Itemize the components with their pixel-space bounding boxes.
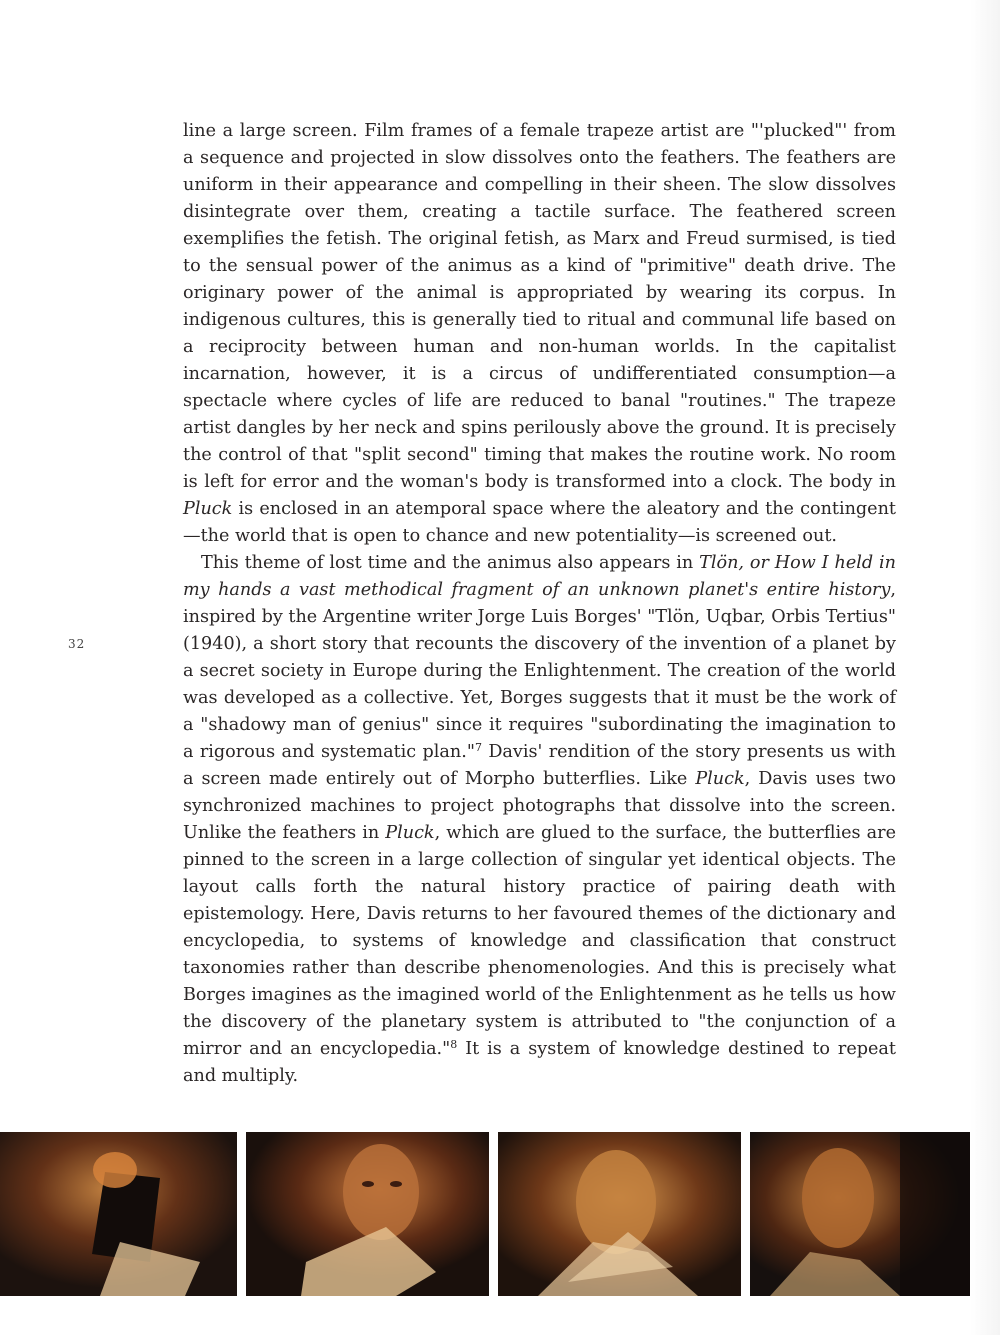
film-frame-2 xyxy=(246,1132,489,1296)
film-still-strip xyxy=(0,1132,970,1296)
film-frame-3 xyxy=(498,1132,741,1296)
text-run: line a large screen. Film frames of a female trapeze artist are "'plucked"' from a sequence and projected in slow dissolves onto the feathers. The feathers are uniform in their appearance and compelling in their sheen. The slow dissolves disintegrate over them, creating a tactile surface. The feathered screen exemplifies the fetish. The original fetish, as Marx and Freud surmised, is tied to the sensual power of the animus as a kind of "primitive" death drive. The originary power of the animal is appropriated by wearing its corpus. In indigenous cultures, this is generally tied to ritual and communal life based on a reciprocity between human and non-human worlds. In the capitalist incarnation, however, it is a circus of undifferentiated consumption—a spectacle where cycles of life are reduced to banal "routines." The trapeze artist dangles by her neck and spins perilously above the ground. It is precisely the control of that "split second" timing that makes the routine work. No room is left for error and the woman's body is transformed into a clock. The body in xyxy=(183,121,896,492)
body-text xyxy=(183,118,896,1090)
text-run: , which are glued to the surface, the butterflies are pinned to the screen in a large collection of singular yet identical objects. The layout calls forth the natural history practice of pairing death with epistemology. Here, Davis returns to her favoured themes of the dictionary and encyclopedia, to systems of knowledge and classification that construct taxonomies rather than describe phenomenologies. And this is precisely what Borges imagines as the imagined world of the Enlightenment as he tells us how the discovery of the planetary system is attributed to "the conjunction of a mirror and an encyclopedia." xyxy=(183,823,896,1059)
text-run: Davis' rendition of the story presents us with a screen made entirely out of Morpho butterflies. Like xyxy=(183,742,897,789)
film-frame-4 xyxy=(750,1132,970,1296)
film-frame-3-image xyxy=(498,1132,741,1296)
italic-title: Pluck xyxy=(695,769,745,789)
film-frame-4-image xyxy=(750,1132,970,1296)
text-run: is enclosed in an atemporal space where the aleatory and the contingent—the world that is open to chance and new potentiality—is screened out. xyxy=(183,499,896,546)
text-run: , Davis uses two synchronized machines to project photographs that dissolve into the screen. Unlike the feathers in xyxy=(183,769,896,843)
text-run: This theme of lost time and the animus also appears in xyxy=(201,553,700,573)
text-run: , inspired by the Argentine writer Jorge Luis Borges' "Tlön, Uqbar, Orbis Tertius" (1940), a short story that recounts the discovery of the invention of a planet by a secret society in Europe during the Enlightenment. The creation of the world was developed as a collective. Yet, Borges suggests that it must be the work of a "shadowy man of genius" since it requires "subordinating the imagination to a rigorous and systematic plan." xyxy=(183,580,896,762)
paragraph-2 xyxy=(183,550,896,1090)
page-edge-shadow xyxy=(970,0,1000,1335)
film-frame-2-image xyxy=(246,1132,489,1296)
footnote-ref: 8 xyxy=(450,1038,458,1051)
italic-title: Tlön, or How I held in my hands a vast methodical fragment of an unknown planet's entire history xyxy=(183,553,896,600)
paragraph-1 xyxy=(183,118,896,550)
italic-title: Pluck xyxy=(385,823,435,843)
film-frame-1-image xyxy=(0,1132,237,1296)
page-number: 32 xyxy=(68,637,86,651)
italic-title: Pluck xyxy=(183,499,233,519)
text-run: It is a system of knowledge destined to repeat and multiply. xyxy=(183,1039,896,1086)
film-frame-1 xyxy=(0,1132,237,1296)
footnote-ref: 7 xyxy=(474,741,482,754)
